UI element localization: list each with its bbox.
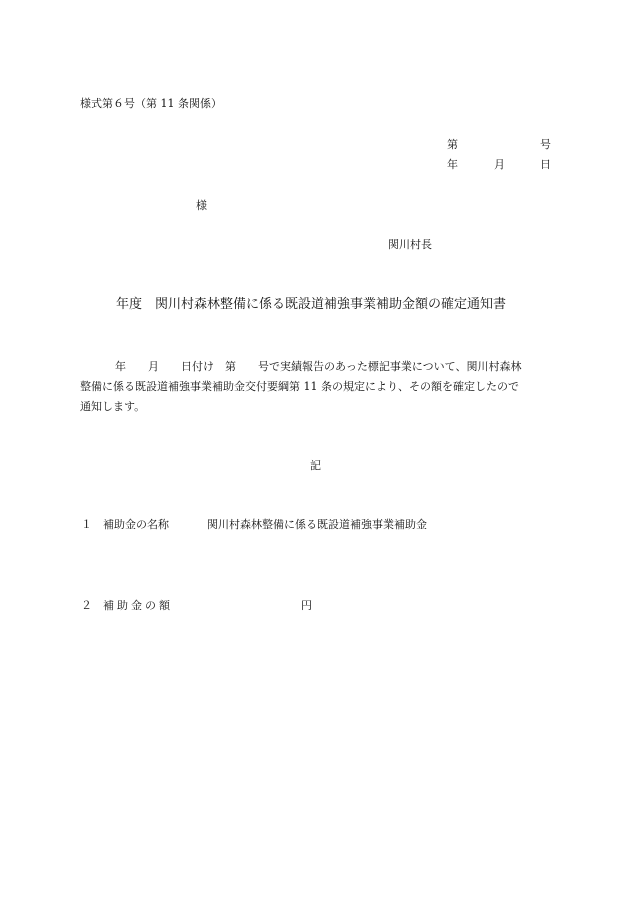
item-2-unit: 円 (301, 599, 312, 612)
sender-name: 関川村長 (388, 238, 432, 251)
ki-heading: 記 (310, 459, 321, 472)
document-number-prefix: 第 (447, 138, 458, 151)
item-2-label: 補助金の額 (103, 599, 173, 612)
date-day-label: 日 (540, 158, 551, 171)
item-1-number: １ (81, 518, 92, 531)
body-line-2: 整備に係る既設道補強事業補助金交付要綱第 11 条の規定により、その額を確定したので (80, 380, 519, 393)
date-year-label: 年 (447, 158, 458, 171)
form-number: 様式第６号（第 11 条関係） (80, 97, 222, 110)
item-2-number: ２ (81, 599, 92, 612)
body-line-3: 通知します。 (80, 400, 146, 413)
item-1-label: 補助金の名称 (103, 518, 169, 531)
body-paragraph (80, 357, 552, 417)
body-line-1: 年 月 日付け 第 号で実績報告のあった標記事業について、関川村森林 (115, 360, 522, 373)
date-month-label: 月 (494, 158, 505, 171)
item-1-value: 関川村森林整備に係る既設道補強事業補助金 (207, 518, 427, 531)
document-number-suffix: 号 (540, 138, 551, 151)
recipient-honorific: 様 (196, 199, 207, 212)
document-title: 年度 関川村森林整備に係る既設道補強事業補助金額の確定通知書 (116, 297, 507, 312)
